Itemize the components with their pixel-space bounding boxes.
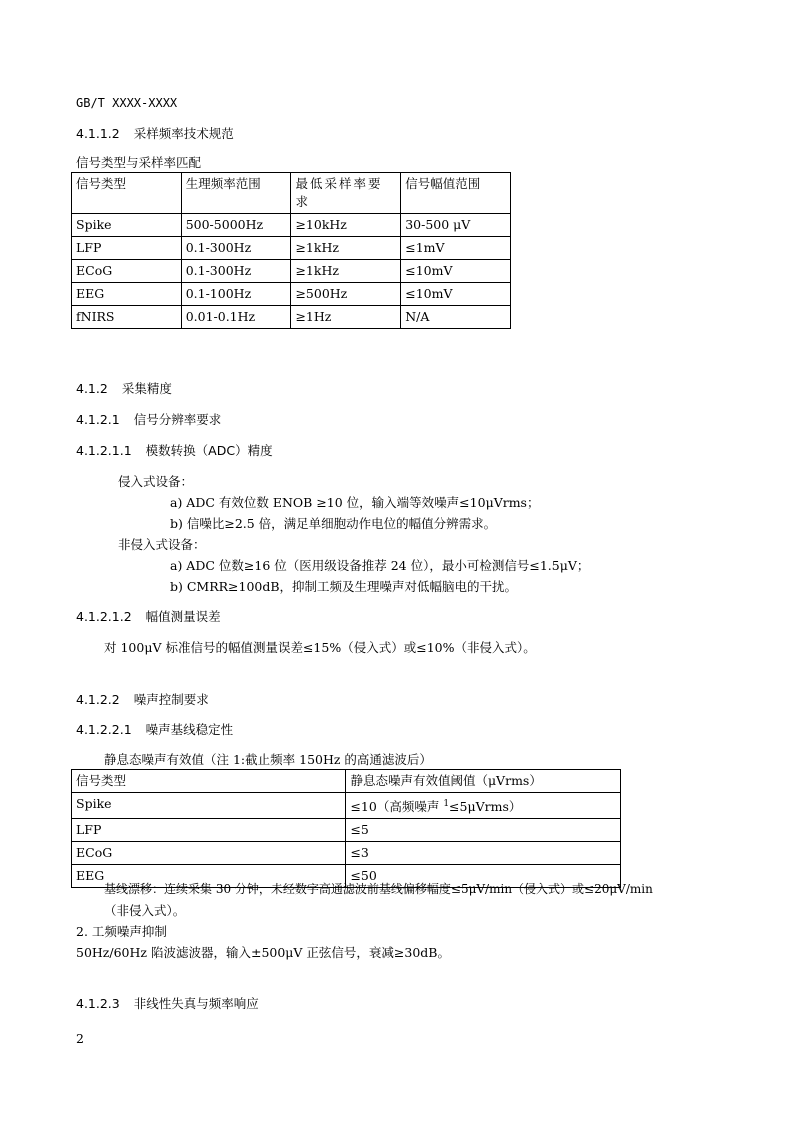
noninvasive-item-b: b) CMRR≥100dB，抑制工频及生理噪声对低幅脑电的干扰。 [170,579,518,594]
table-cell: ≤1mV [401,237,511,260]
table-cell: ≥500Hz [291,283,401,306]
table-cell: fNIRS [72,306,182,329]
table-row [72,214,511,237]
page-number: 2 [76,1031,84,1046]
table-header-cell: 生理频率范围 [181,173,291,214]
table-cell: ≤10mV [401,260,511,283]
table-cell: 500-5000Hz [181,214,291,237]
amplitude-error-text: 对 100μV 标准信号的幅值测量误差≤15%（侵入式）或≤10%（非侵入式）。 [104,640,536,655]
section-number: 4.1.1.2 [76,126,120,141]
noise-threshold-tail: ≤5μVrms） [449,799,522,815]
section-title: 采集精度 [121,381,172,396]
table-cell: N/A [401,306,511,329]
noise-table [71,769,621,888]
noise-threshold: ≤10（高频噪声 [350,799,440,815]
table-cell: ≥10kHz [291,214,401,237]
table-cell: 0.1-300Hz [181,260,291,283]
section-number: 4.1.2 [76,381,108,396]
table2-caption: 静息态噪声有效值（注 1:截止频率 150Hz 的高通滤波后） [104,752,432,767]
table-cell: ≥1kHz [291,260,401,283]
table-cell: ECoG [72,260,182,283]
invasive-label: 侵入式设备： [118,474,194,489]
section-heading-4-1-2-1 [76,410,221,428]
section-number: 4.1.2.1.2 [76,609,132,624]
table-cell: EEG [72,865,346,888]
table-cell: ≥1Hz [291,306,401,329]
table-header-row [72,173,511,214]
table-header-row [72,770,621,793]
table-header-cell: 静息态噪声有效值阈值（μVrms） [346,770,621,793]
table-cell: ≤3 [346,842,621,865]
table-cell: LFP [72,237,182,260]
table-row [72,793,621,819]
section-title: 噪声基线稳定性 [145,722,234,737]
section-title: 采样频率技术规范 [133,126,234,141]
footnote-marker: 1 [443,799,450,809]
table-cell: EEG [72,283,182,306]
section-title: 模数转换（ADC）精度 [145,443,273,458]
table-header-cell: 信号类型 [72,770,346,793]
table-row [72,283,511,306]
table-cell: ≥1kHz [291,237,401,260]
table-cell: 0.01-0.1Hz [181,306,291,329]
table-cell: Spike [72,793,346,819]
table-cell: LFP [72,819,346,842]
table-cell: Spike [72,214,182,237]
section-number: 4.1.2.3 [76,996,120,1011]
table-cell: 0.1-300Hz [181,237,291,260]
table-cell: 30-500 μV [401,214,511,237]
table-cell: ≤10mV [401,283,511,306]
table-cell [346,793,621,819]
baseline-drift-line2: （非侵入式）。 [104,903,186,918]
section-number: 4.1.2.1.1 [76,443,132,458]
section-heading-4-1-1-2 [76,124,234,142]
section-number: 4.1.2.2 [76,692,120,707]
invasive-item-b: b) 信噪比≥2.5 倍，满足单细胞动作电位的幅值分辨需求。 [170,516,497,531]
table-row [72,819,621,842]
section-heading-4-1-2-1-2 [76,607,221,625]
table-row [72,237,511,260]
section-heading-4-1-2-2-1 [76,720,233,738]
table1-caption: 信号类型与采样率匹配 [76,155,202,170]
table-cell: 0.1-100Hz [181,283,291,306]
section-heading-4-1-2 [76,379,172,397]
table-cell: ECoG [72,842,346,865]
section-heading-4-1-2-2 [76,690,209,708]
table-header-cell: 信号类型 [72,173,182,214]
section-heading-4-1-2-3 [76,994,259,1012]
powerline-text: 50Hz/60Hz 陷波滤波器，输入±500μV 正弦信号，衰减≥30dB。 [76,945,450,960]
section-title: 噪声控制要求 [133,692,209,707]
section-number: 4.1.2.2.1 [76,722,132,737]
section-title: 幅值测量误差 [145,609,221,624]
sampling-rate-table [71,172,511,329]
table-row [72,842,621,865]
table-cell: ≤50 [346,865,621,888]
table-row [72,260,511,283]
table-header-cell: 信号幅值范围 [401,173,511,214]
baseline-drift-line1: 基线漂移：连续采集 30 分钟，未经数字高通滤波前基线偏移幅度≤5μV/min（侵入式）或≤20μV/min [104,882,653,896]
section-title: 信号分辨率要求 [133,412,222,427]
table-cell: ≤5 [346,819,621,842]
standard-code: GB/T XXXX-XXXX [76,96,178,110]
table-row [72,306,511,329]
noninvasive-label: 非侵入式设备： [118,537,206,552]
powerline-heading: 2. 工频噪声抑制 [76,924,167,939]
section-heading-4-1-2-1-1 [76,441,273,459]
section-number: 4.1.2.1 [76,412,120,427]
section-title: 非线性失真与频率响应 [133,996,259,1011]
noninvasive-item-a: a) ADC 位数≥16 位（医用级设备推荐 24 位），最小可检测信号≤1.5μV； [170,558,590,573]
invasive-item-a: a) ADC 有效位数 ENOB ≥10 位，输入端等效噪声≤10μVrms； [170,495,540,510]
table-header-cell: 最低采样率要求 [291,173,401,214]
